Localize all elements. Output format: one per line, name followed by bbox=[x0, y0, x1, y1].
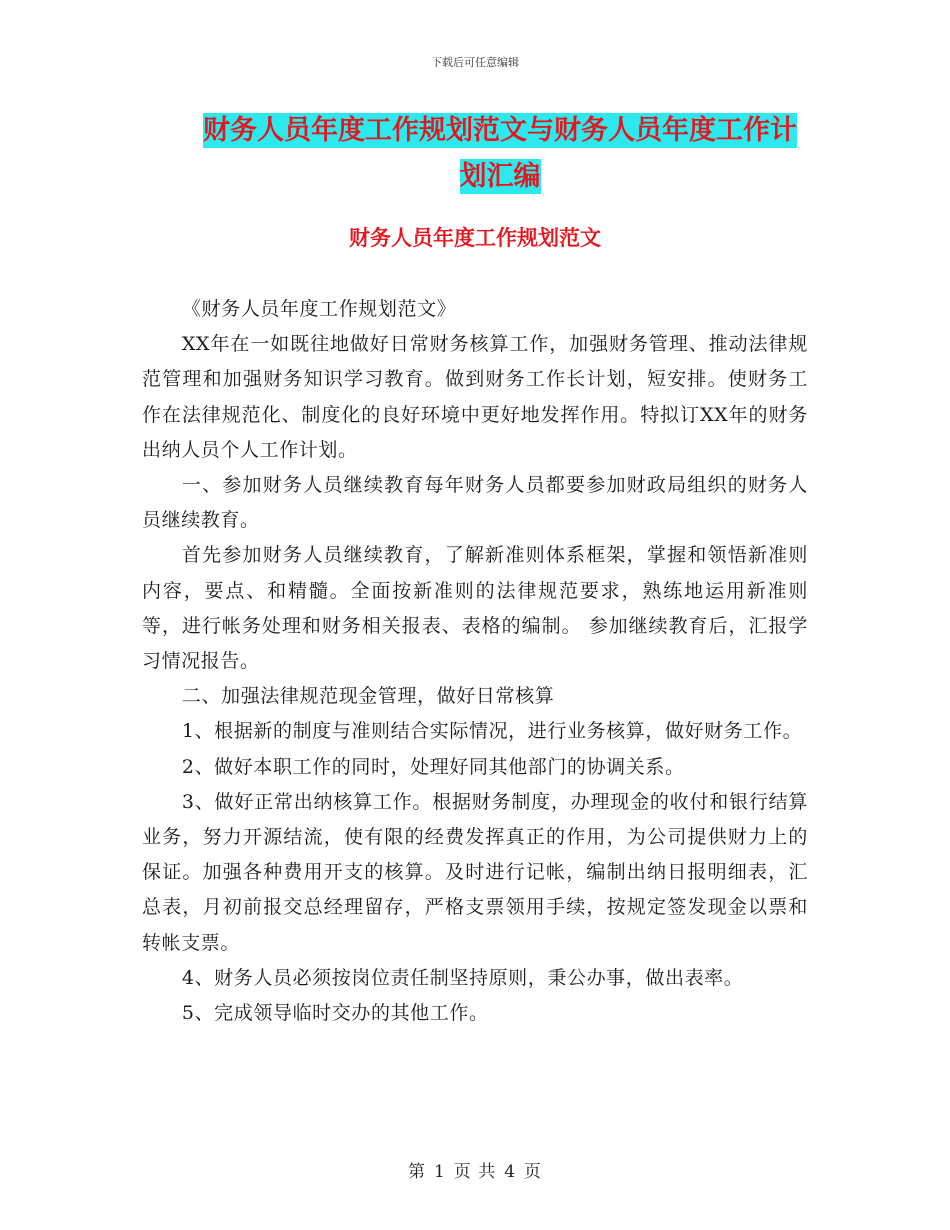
body-paragraph: 一、参加财务人员继续教育每年财务人员都要参加财政局组织的财务人员继续教育。 bbox=[142, 474, 808, 532]
document-main-title bbox=[190, 108, 810, 200]
footer-total-pages: 4 bbox=[504, 1162, 517, 1182]
footer-page-number: 1 bbox=[433, 1162, 446, 1182]
page-header-note: 下载后可任意编辑 bbox=[431, 56, 519, 69]
document-body bbox=[142, 292, 808, 1031]
body-paragraph: 2、做好本职工作的同时，处理好同其他部门的协调关系。 bbox=[181, 755, 685, 778]
body-paragraph: 5、完成领导临时交办的其他工作。 bbox=[181, 1002, 489, 1025]
body-paragraph: 3、做好正常出纳核算工作。根据财务制度，办理现金的收付和银行结算业务，努力开源结流，使有限的经费发挥真正的作用，为公司提供财力上的保证。加强各种费用开支的核算。及时进行记帐，编制出纳日报明细表，汇总表，月初前报交总经理留存，严格支票领用手续，按规定签发现金以票和转帐支票。 bbox=[142, 790, 808, 954]
page-footer bbox=[0, 1157, 950, 1182]
footer-prefix: 第 bbox=[407, 1162, 426, 1182]
body-paragraph: 4、财务人员必须按岗位责任制坚持原则，秉公办事，做出表率。 bbox=[181, 966, 744, 989]
main-title-highlight: 财务人员年度工作规划范文与财务人员年度工作计划汇编 bbox=[203, 115, 797, 192]
body-paragraph: XX年在一如既往地做好日常财务核算工作，加强财务管理、推动法律规范管理和加强财务知识学习教育。做到财务工作长计划，短安排。使财务工作在法律规范化、制度化的良好环境中更好地发挥作用。特拟订XX年的财务出纳人员个人工作计划。 bbox=[142, 333, 808, 461]
body-paragraph: 首先参加财务人员继续教育，了解新准则体系框架，掌握和领悟新准则内容，要点、和精髓。全面按新准则的法律规范要求，熟练地运用新准则等，进行帐务处理和财务相关报表、表格的编制。 参加继续教育后，汇报学习情况报告。 bbox=[142, 544, 808, 673]
body-paragraph: 1、根据新的制度与准则结合实际情况，进行业务核算，做好财务工作。 bbox=[181, 720, 803, 743]
footer-middle: 页 共 bbox=[453, 1162, 497, 1182]
footer-suffix: 页 bbox=[524, 1162, 543, 1182]
body-paragraph: 《财务人员年度工作规划范文》 bbox=[181, 298, 457, 320]
section-title: 财务人员年度工作规划范文 bbox=[349, 226, 601, 250]
body-paragraph: 二、加强法律规范现金管理，做好日常核算 bbox=[181, 685, 555, 708]
